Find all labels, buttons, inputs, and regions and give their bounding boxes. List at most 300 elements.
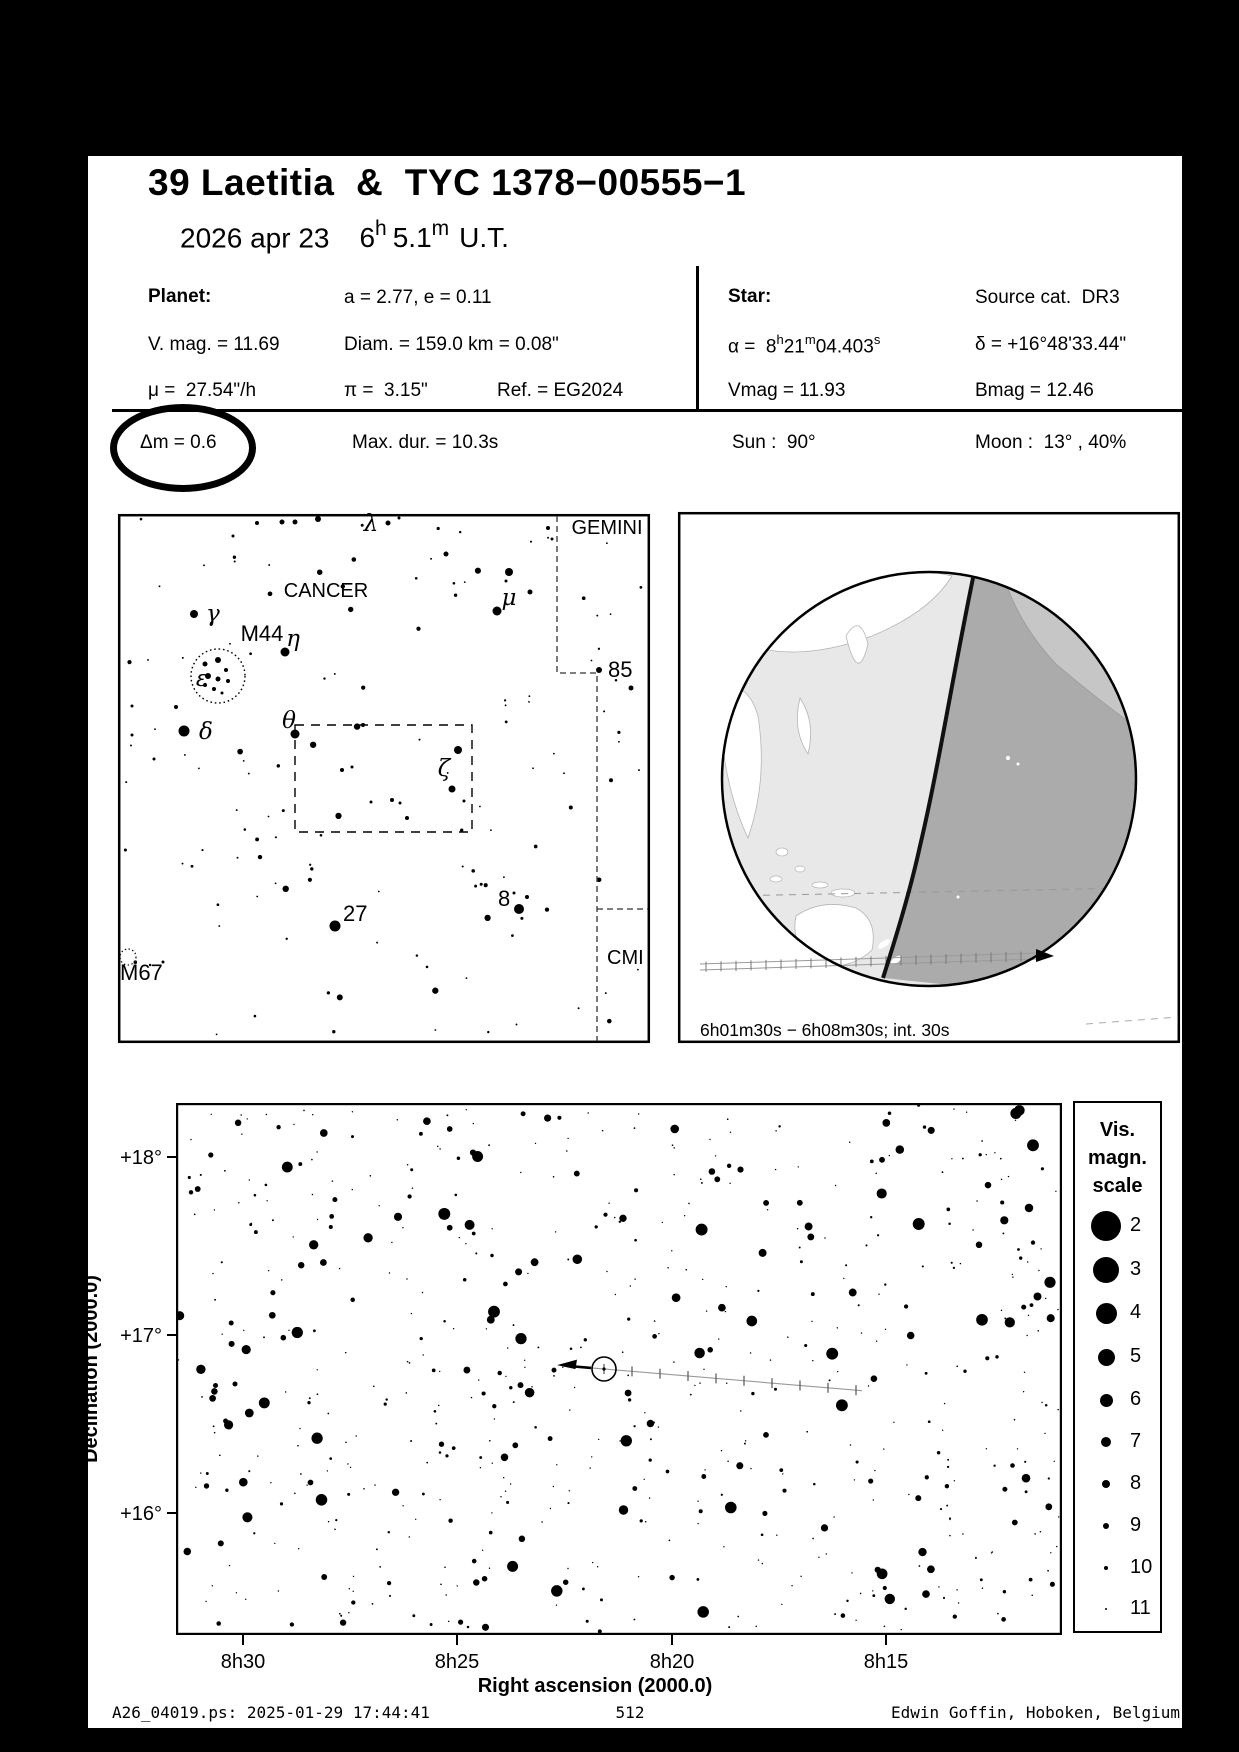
field-star-dot: [245, 1599, 246, 1600]
legend-mag-dot-6: [1100, 1394, 1113, 1407]
field-star-dot: [1031, 1595, 1033, 1597]
field-star-dot: [619, 1440, 620, 1441]
field-star-dot: [298, 1162, 302, 1166]
field-star-dot: [703, 1369, 704, 1370]
field-star-dot: [856, 1460, 859, 1463]
field-star-dot: [486, 1328, 487, 1329]
field-star-dot: [1028, 1315, 1029, 1316]
field-star-dot: [662, 1222, 663, 1223]
field-star-dot: [419, 1132, 423, 1136]
ra-tick-label: 8h25: [434, 1651, 480, 1673]
finder-label-GEMINI: GEMINI: [571, 517, 643, 539]
field-star-dot: [946, 1505, 948, 1507]
field-star-dot: [299, 1428, 300, 1429]
field-star-dot: [694, 1348, 705, 1359]
field-star-dot: [763, 1200, 769, 1206]
field-star-dot: [439, 1451, 442, 1454]
field-star-dot: [861, 1332, 862, 1333]
field-star-dot: [467, 1626, 470, 1629]
field-star-dot: [701, 1474, 706, 1479]
field-star-dot: [658, 1426, 659, 1427]
field-star-dot: [767, 1209, 768, 1210]
field-star-dot: [569, 1409, 570, 1410]
field-star-dot: [829, 1379, 831, 1381]
field-star-dot: [292, 1327, 303, 1338]
background-star-dot: [484, 883, 488, 887]
field-star-dot: [280, 1502, 283, 1505]
field-star-dot: [634, 1239, 637, 1242]
field-star-dot: [1027, 1139, 1039, 1151]
field-star-dot: [240, 1114, 242, 1116]
table-divider: [696, 266, 699, 410]
field-star-dot: [600, 1598, 603, 1601]
field-star-dot: [729, 1183, 730, 1184]
field-star-dot: [1008, 1176, 1009, 1177]
field-star-dot: [650, 1438, 652, 1440]
background-star-dot: [607, 1019, 612, 1024]
field-star-dot: [353, 1576, 354, 1577]
field-star-dot: [589, 1467, 590, 1468]
field-star-dot: [1024, 1461, 1026, 1463]
finder-label-λ: λ: [363, 511, 379, 537]
field-star-dot: [316, 1494, 328, 1506]
legend-mag-dot-8: [1102, 1480, 1110, 1488]
field-star-dot: [672, 1144, 674, 1146]
background-star-dot: [520, 917, 523, 920]
named-star-dot: [505, 568, 513, 576]
field-star-dot: [412, 1614, 415, 1617]
field-star-dot: [339, 1613, 341, 1615]
field-star-dot: [837, 1327, 838, 1328]
named-star-dot: [386, 521, 391, 526]
field-star-dot: [762, 1511, 767, 1516]
background-star-dot: [317, 569, 323, 575]
field-star-dot: [619, 1505, 628, 1514]
field-star-dot: [949, 1535, 951, 1537]
field-star-dot: [492, 1463, 493, 1464]
field-star-dot: [1041, 1167, 1044, 1170]
field-star-dot: [775, 1130, 776, 1131]
background-star-dot: [569, 806, 573, 810]
field-star-dot: [211, 1114, 212, 1115]
field-star-dot: [548, 1436, 553, 1441]
field-star-dot: [510, 1483, 511, 1484]
field-star-dot: [531, 1258, 539, 1266]
field-star-dot: [422, 1354, 423, 1355]
field-star-dot: [206, 1472, 209, 1475]
max-duration: Max. dur. = 10.3s: [352, 432, 499, 453]
field-star-dot: [927, 1565, 935, 1573]
field-star-dot: [225, 1489, 228, 1492]
field-star-dot: [994, 1152, 995, 1153]
field-star-dot: [317, 1219, 318, 1220]
planet-diameter: Diam. = 159.0 km = 0.08": [344, 334, 559, 355]
field-star-dot: [567, 1502, 569, 1504]
field-star-dot: [991, 1551, 993, 1553]
field-star-dot: [888, 1111, 892, 1115]
field-star-dot: [363, 1488, 365, 1490]
background-star-dot: [217, 903, 220, 906]
field-star-dot: [781, 1604, 782, 1605]
field-star-dot: [329, 1214, 334, 1219]
field-star-dot: [410, 1440, 412, 1442]
field-star-dot: [1030, 1303, 1034, 1307]
named-star-dot: [330, 921, 341, 932]
background-star-dot: [606, 542, 608, 544]
field-star-dot: [349, 1588, 350, 1589]
field-star-dot: [241, 1133, 242, 1134]
field-star-dot: [320, 1129, 328, 1137]
field-star-dot: [1050, 1552, 1051, 1553]
legend-mag-label: 11: [1130, 1597, 1151, 1619]
field-star-dot: [904, 1304, 908, 1308]
field-star-dot: [434, 1410, 437, 1413]
field-star-dot: [557, 1116, 561, 1120]
field-star-dot: [669, 1540, 671, 1542]
field-star-dot: [694, 1385, 695, 1386]
field-star-dot: [281, 1279, 283, 1281]
background-star-dot: [154, 728, 156, 730]
field-star-dot: [350, 1467, 351, 1468]
field-star-dot: [520, 1172, 521, 1173]
field-star-dot: [758, 1559, 759, 1560]
background-star-dot: [243, 760, 245, 762]
field-star-dot: [351, 1135, 354, 1138]
field-star-dot: [598, 1439, 599, 1440]
named-star-dot: [153, 758, 156, 761]
field-star-dot: [673, 1361, 674, 1362]
field-star-dot: [1003, 1590, 1006, 1593]
field-star-dot: [233, 1382, 238, 1387]
field-star-dot: [189, 1190, 193, 1194]
named-star-dot: [293, 520, 298, 525]
named-star-dot: [629, 686, 634, 691]
field-star-dot: [490, 1254, 494, 1258]
background-star-dot: [310, 742, 316, 748]
field-star-dot: [345, 1352, 347, 1354]
field-star-dot: [551, 1585, 562, 1596]
field-star-dot: [812, 1360, 813, 1361]
field-star-dot: [602, 1130, 604, 1132]
background-star-dot: [323, 677, 325, 679]
field-star-dot: [298, 1548, 299, 1549]
day-island: [795, 866, 805, 872]
field-star-dot: [524, 1360, 525, 1361]
named-star-dot: [513, 892, 516, 895]
background-star-dot: [605, 992, 607, 994]
field-star-dot: [415, 1519, 416, 1520]
background-star-dot: [578, 1007, 580, 1009]
field-star-dot: [208, 1152, 213, 1157]
field-star-dot: [833, 1516, 834, 1517]
field-star-dot: [423, 1117, 431, 1125]
field-star-dot: [392, 1489, 399, 1496]
field-star-dot: [229, 1321, 234, 1326]
field-star-dot: [488, 1306, 500, 1318]
field-star-dot: [762, 1563, 764, 1565]
named-star-dot: [551, 538, 554, 541]
field-star-dot: [776, 1534, 777, 1535]
field-star-dot: [737, 1167, 743, 1173]
background-star-dot: [454, 594, 457, 597]
field-star-dot: [702, 1279, 703, 1280]
field-star-dot: [285, 1391, 286, 1392]
field-star-dot: [352, 1189, 353, 1190]
field-star-dot: [196, 1365, 205, 1374]
background-star-dot: [286, 938, 288, 940]
background-star-dot: [503, 876, 505, 878]
field-star-dot: [412, 1187, 414, 1189]
field-star-dot: [1045, 1503, 1052, 1510]
field-star-dot: [826, 1553, 827, 1554]
ra-tick-label: 8h20: [649, 1651, 695, 1673]
field-star-dot: [750, 1352, 751, 1353]
event-hour: 6: [359, 222, 376, 254]
field-star-dot: [670, 1125, 679, 1134]
field-star-dot: [309, 1240, 318, 1249]
field-star-dot: [239, 1478, 248, 1487]
field-star-dot: [562, 1366, 563, 1367]
finder-label-27: 27: [343, 901, 368, 926]
background-star-dot: [282, 809, 285, 812]
dec-tick-label: +16°: [120, 1503, 162, 1525]
named-star-dot: [255, 521, 259, 525]
field-star-dot: [439, 1499, 440, 1500]
field-star-dot: [638, 1113, 639, 1114]
named-star-dot: [190, 610, 198, 618]
field-star-dot: [986, 1448, 987, 1449]
background-star-dot: [528, 701, 530, 703]
ra-s-sup: s: [873, 332, 881, 347]
named-star-dot: [449, 786, 456, 793]
background-star-dot: [361, 685, 365, 689]
named-star-dot: [514, 904, 524, 914]
field-star-dot: [566, 1150, 568, 1152]
background-star-dot: [511, 934, 514, 937]
field-star-dot: [347, 1493, 350, 1496]
ut-label: U.T.: [459, 222, 509, 254]
background-star-dot: [233, 556, 236, 559]
field-star-dot: [439, 1371, 440, 1372]
field-star-dot: [701, 1182, 703, 1184]
background-star-dot: [464, 581, 466, 583]
named-star-dot: [405, 816, 409, 820]
field-star-dot: [700, 1178, 702, 1180]
field-star-dot: [188, 1176, 191, 1179]
field-star-dot: [373, 1385, 375, 1387]
field-star-dot: [1001, 1179, 1003, 1181]
field-star-dot: [882, 1119, 890, 1127]
background-star-dot: [159, 585, 161, 587]
field-star-dot: [627, 1317, 630, 1320]
field-star-dot: [327, 1413, 329, 1415]
field-star-dot: [709, 1139, 710, 1140]
day-island: [831, 889, 855, 897]
field-star-dot: [875, 1173, 877, 1175]
field-star-dot: [259, 1397, 270, 1408]
field-star-dot: [725, 1502, 737, 1514]
background-star-dot: [505, 704, 507, 706]
moon-elongation: Moon : 13° , 40%: [975, 432, 1127, 453]
field-star-dot: [630, 1285, 631, 1286]
field-star-dot: [544, 1115, 551, 1122]
background-star-dot: [471, 869, 475, 873]
field-star-dot: [553, 1486, 554, 1487]
field-star-dot: [505, 1491, 506, 1492]
field-star-dot: [473, 1579, 479, 1585]
legend-mag-label: 2: [1130, 1214, 1142, 1236]
field-star-dot: [627, 1375, 629, 1377]
field-star-dot: [492, 1404, 496, 1408]
field-star-dot: [374, 1484, 375, 1485]
field-star-dot: [953, 1614, 957, 1618]
field-star-dot: [633, 1619, 635, 1621]
field-star-dot: [979, 1153, 982, 1156]
field-star-dot: [1056, 1546, 1057, 1547]
background-star-dot: [416, 627, 420, 631]
footer-filename: A26_04019.ps: 2025-01-29 17:44:41: [112, 1703, 430, 1722]
field-star-dot: [1012, 1274, 1013, 1275]
field-star-dot: [645, 1521, 647, 1523]
background-star-dot: [308, 878, 312, 882]
field-star-dot: [216, 1621, 221, 1626]
field-star-dot: [518, 1382, 524, 1388]
legend-mag-label: 3: [1130, 1258, 1142, 1280]
named-star-dot: [174, 705, 178, 709]
field-star-dot: [644, 1479, 645, 1480]
field-star-dot: [282, 1162, 293, 1173]
field-star-dot: [704, 1469, 705, 1470]
field-star-dot: [339, 1268, 340, 1269]
field-star-dot: [634, 1127, 636, 1129]
field-star-dot: [947, 1459, 949, 1461]
field-star-dot: [595, 1225, 598, 1228]
field-star-dot: [1057, 1309, 1058, 1310]
field-star-dot: [652, 1334, 657, 1339]
finder-label-CANCER: CANCER: [283, 580, 369, 602]
background-star-dot: [504, 699, 506, 701]
field-star-dot: [443, 1320, 446, 1323]
field-star-dot: [774, 1388, 777, 1391]
field-star-dot: [633, 1425, 635, 1427]
background-star-dot: [203, 564, 205, 566]
island-speck: [1017, 763, 1020, 766]
field-star-dot: [194, 1214, 196, 1216]
background-star-dot: [618, 741, 620, 743]
field-star-dot: [835, 1185, 836, 1186]
background-star-dot: [201, 849, 203, 851]
legend-title-line2: magn.: [1088, 1147, 1147, 1169]
field-star-dot: [951, 1158, 952, 1159]
field-star-dot: [313, 1329, 316, 1332]
field-star-dot: [472, 1151, 483, 1162]
field-star-dot: [876, 1340, 877, 1341]
ephemeris-reference: Ref. = EG2024: [497, 380, 624, 401]
field-star-dot: [513, 1324, 515, 1326]
field-star-dot: [966, 1112, 967, 1113]
named-star-dot: [505, 580, 508, 583]
dec-tick-label: +18°: [120, 1147, 162, 1169]
field-star-dot: [1005, 1317, 1015, 1327]
field-star-dot: [224, 1420, 233, 1429]
field-star-dot: [893, 1422, 894, 1423]
legend-mag-dot-11: [1105, 1608, 1108, 1611]
field-star-dot: [480, 1467, 481, 1468]
field-star-dot: [422, 1493, 425, 1496]
star-ra: [728, 333, 880, 358]
field-star-dot: [265, 1184, 268, 1187]
field-star-dot: [723, 1546, 724, 1547]
field-star-dot: [463, 1367, 470, 1374]
background-star-dot: [249, 652, 252, 655]
field-star-dot: [550, 1508, 551, 1509]
field-star-dot: [243, 1330, 244, 1331]
field-star-dot: [877, 1188, 887, 1198]
background-star-dot: [532, 767, 534, 769]
finder-label-8: 8: [498, 886, 511, 911]
field-star-dot: [1001, 1310, 1002, 1311]
field-star-dot: [242, 1512, 252, 1522]
field-star-dot: [535, 1143, 536, 1144]
named-star-dot: [596, 667, 602, 673]
field-star-dot: [804, 1344, 807, 1347]
field-star-dot: [1026, 1335, 1027, 1336]
field-star-dot: [925, 1372, 928, 1375]
field-star-dot: [407, 1361, 409, 1363]
legend-title-line1: Vis.: [1099, 1119, 1136, 1141]
background-star-dot: [582, 596, 586, 600]
field-star-dot: [878, 1294, 879, 1295]
m44-member-star: [224, 668, 228, 672]
field-star-dot: [799, 1247, 801, 1249]
field-star-dot: [625, 1390, 632, 1397]
field-star-dot: [515, 1333, 526, 1344]
field-star-dot: [851, 1572, 852, 1573]
field-star-dot: [805, 1223, 813, 1231]
field-star-dot: [1041, 1402, 1042, 1403]
field-star-dot: [763, 1432, 769, 1438]
field-star-dot: [458, 1619, 463, 1624]
finder-label-γ: γ: [206, 601, 220, 627]
field-star-dot: [826, 1348, 838, 1360]
background-star-dot: [453, 582, 456, 585]
dec-tick-label: +17°: [120, 1325, 162, 1347]
field-star-dot: [515, 1268, 522, 1275]
field-star-dot: [843, 1278, 844, 1279]
ra-h-sup: h: [776, 332, 784, 347]
field-star-dot: [345, 1442, 347, 1444]
field-star-dot: [1019, 1256, 1022, 1259]
field-star-dot: [556, 1464, 557, 1465]
background-star-dot: [480, 883, 483, 886]
field-star-dot: [757, 1290, 759, 1292]
target-star-dot: [602, 1367, 605, 1370]
background-star-dot: [310, 867, 313, 870]
field-star-dot: [459, 1237, 460, 1238]
field-star-dot: [506, 1501, 509, 1504]
field-star-dot: [718, 1338, 719, 1339]
table-rule: [112, 409, 1182, 412]
named-star-dot: [351, 766, 354, 769]
field-star-dot: [478, 1379, 479, 1380]
field-star-dot: [500, 1496, 501, 1497]
field-star-dot: [494, 1418, 495, 1419]
island-speck: [1006, 756, 1010, 760]
background-star-dot: [127, 660, 131, 664]
event-datetime: [180, 219, 509, 254]
star-dec: δ = +16°48'33.44": [975, 334, 1127, 355]
background-star-dot: [268, 591, 273, 596]
